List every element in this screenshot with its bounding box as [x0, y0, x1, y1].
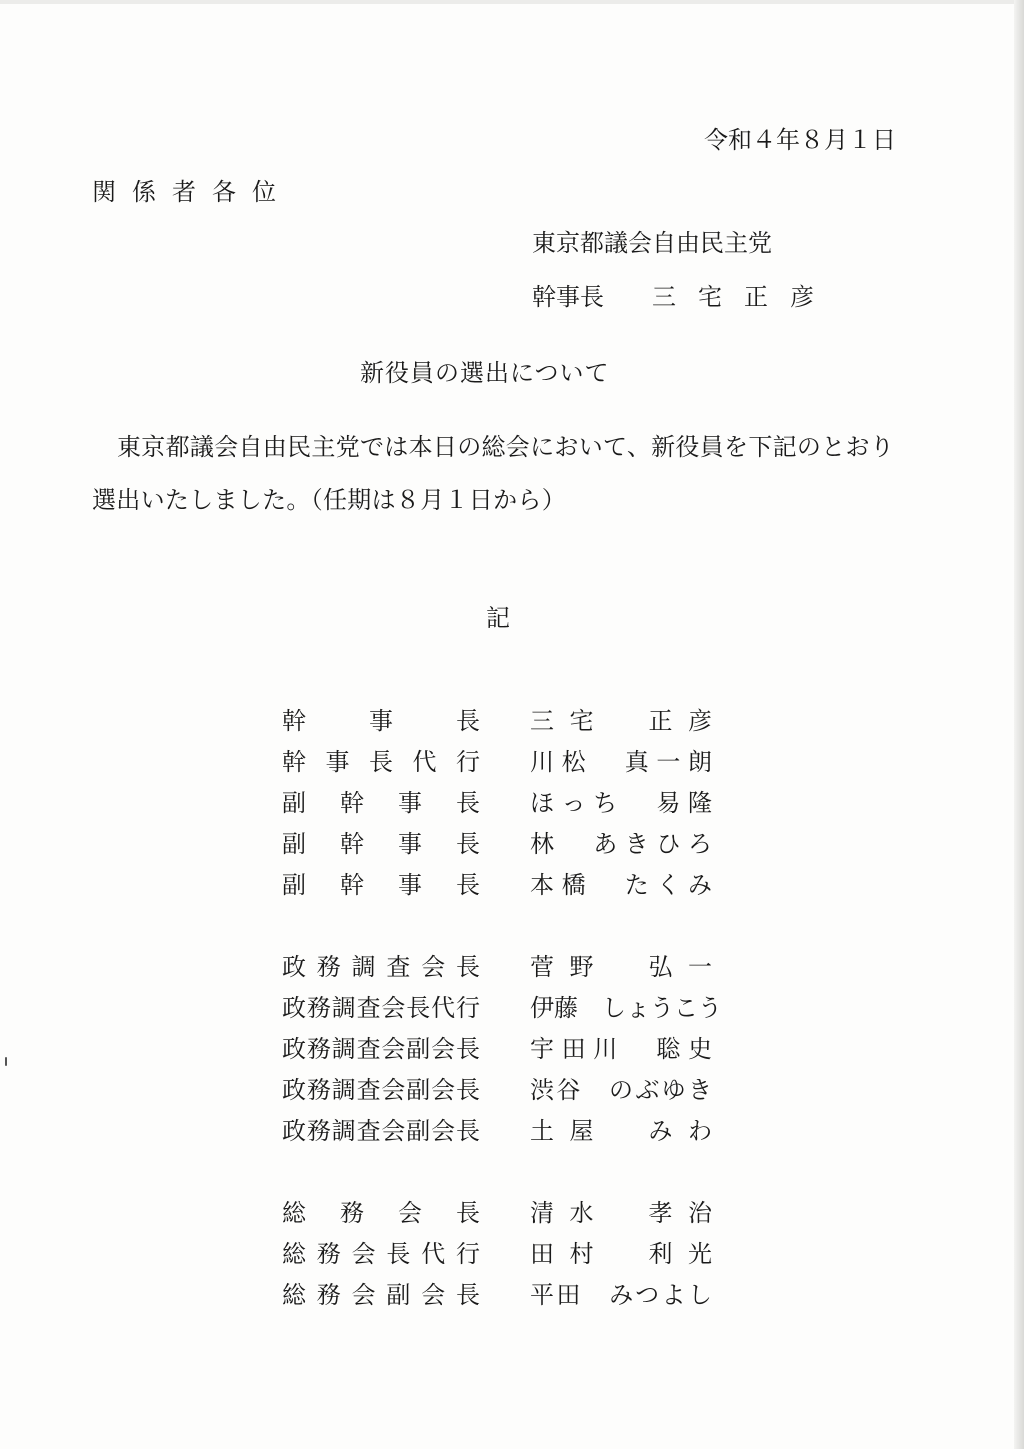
officer-role: 総務会長代行	[282, 1239, 480, 1268]
roster-row	[282, 864, 712, 905]
officer-name: 本橋 たくみ	[530, 870, 712, 899]
officer-role: 政務調査会副会長	[282, 1116, 480, 1145]
officer-name: 林 あきひろ	[530, 829, 712, 858]
roster-row	[282, 946, 712, 987]
sender-name: 三宅正彦	[652, 283, 836, 311]
roster-row	[282, 1028, 712, 1069]
officer-name: 宇田川 聡史	[530, 1034, 712, 1063]
officer-name: 川松 真一朗	[530, 747, 712, 776]
roster-row	[282, 1192, 712, 1233]
officer-role: 副幹事長	[282, 829, 480, 858]
officer-name: 菅野 弘一	[530, 952, 712, 981]
roster-row	[282, 741, 712, 782]
officer-name: 伊藤 しょうこう	[530, 993, 722, 1022]
officer-name: 平田 みつよし	[530, 1280, 712, 1309]
sender-signature	[532, 281, 836, 313]
officer-name: 土屋 みわ	[530, 1116, 712, 1145]
roster-group-gap	[282, 905, 712, 946]
scan-speck	[5, 1057, 7, 1066]
sender-organization: 東京都議会自由民主党	[532, 229, 772, 257]
document-date: 令和４年８月１日	[704, 126, 896, 154]
scan-edge-right	[1014, 0, 1024, 1449]
roster-row	[282, 1069, 712, 1110]
officer-role: 幹事長	[282, 706, 480, 735]
roster-row	[282, 700, 712, 741]
document-title: 新役員の選出について	[360, 359, 610, 387]
officer-name: 渋谷 のぶゆき	[530, 1075, 712, 1104]
roster-group-gap	[282, 1151, 712, 1192]
roster-row	[282, 1274, 712, 1315]
officer-role: 総務会副会長	[282, 1280, 480, 1309]
body-text-line-2: 選出いたしました。（任期は８月１日から）	[92, 486, 566, 514]
officer-role: 幹事長代行	[282, 747, 480, 776]
officer-name: 三宅 正彦	[530, 706, 712, 735]
ki-heading: 記	[486, 604, 510, 632]
roster-row	[282, 1233, 712, 1274]
roster-row	[282, 782, 712, 823]
officer-role: 政務調査会副会長	[282, 1034, 480, 1063]
officer-role: 政務調査会長代行	[282, 993, 480, 1022]
officer-name: 清水 孝治	[530, 1198, 712, 1227]
roster-row	[282, 823, 712, 864]
officer-name: 田村 利光	[530, 1239, 712, 1268]
body-text-line-1: 東京都議会自由民主党では本日の総会において、新役員を下記のとおり	[117, 433, 895, 461]
scan-edge-top	[0, 0, 1024, 4]
officer-role: 総務会長	[282, 1198, 480, 1227]
addressee: 関係者各位	[92, 178, 292, 206]
roster-row	[282, 1110, 712, 1151]
sender-title: 幹事長	[532, 283, 604, 311]
officer-roster	[282, 700, 722, 1315]
officer-role: 政務調査会副会長	[282, 1075, 480, 1104]
officer-role: 政務調査会長	[282, 952, 480, 981]
officer-role: 副幹事長	[282, 788, 480, 817]
officer-role: 副幹事長	[282, 870, 480, 899]
roster-row	[282, 987, 722, 1028]
officer-name: ほっち 易隆	[530, 788, 712, 817]
